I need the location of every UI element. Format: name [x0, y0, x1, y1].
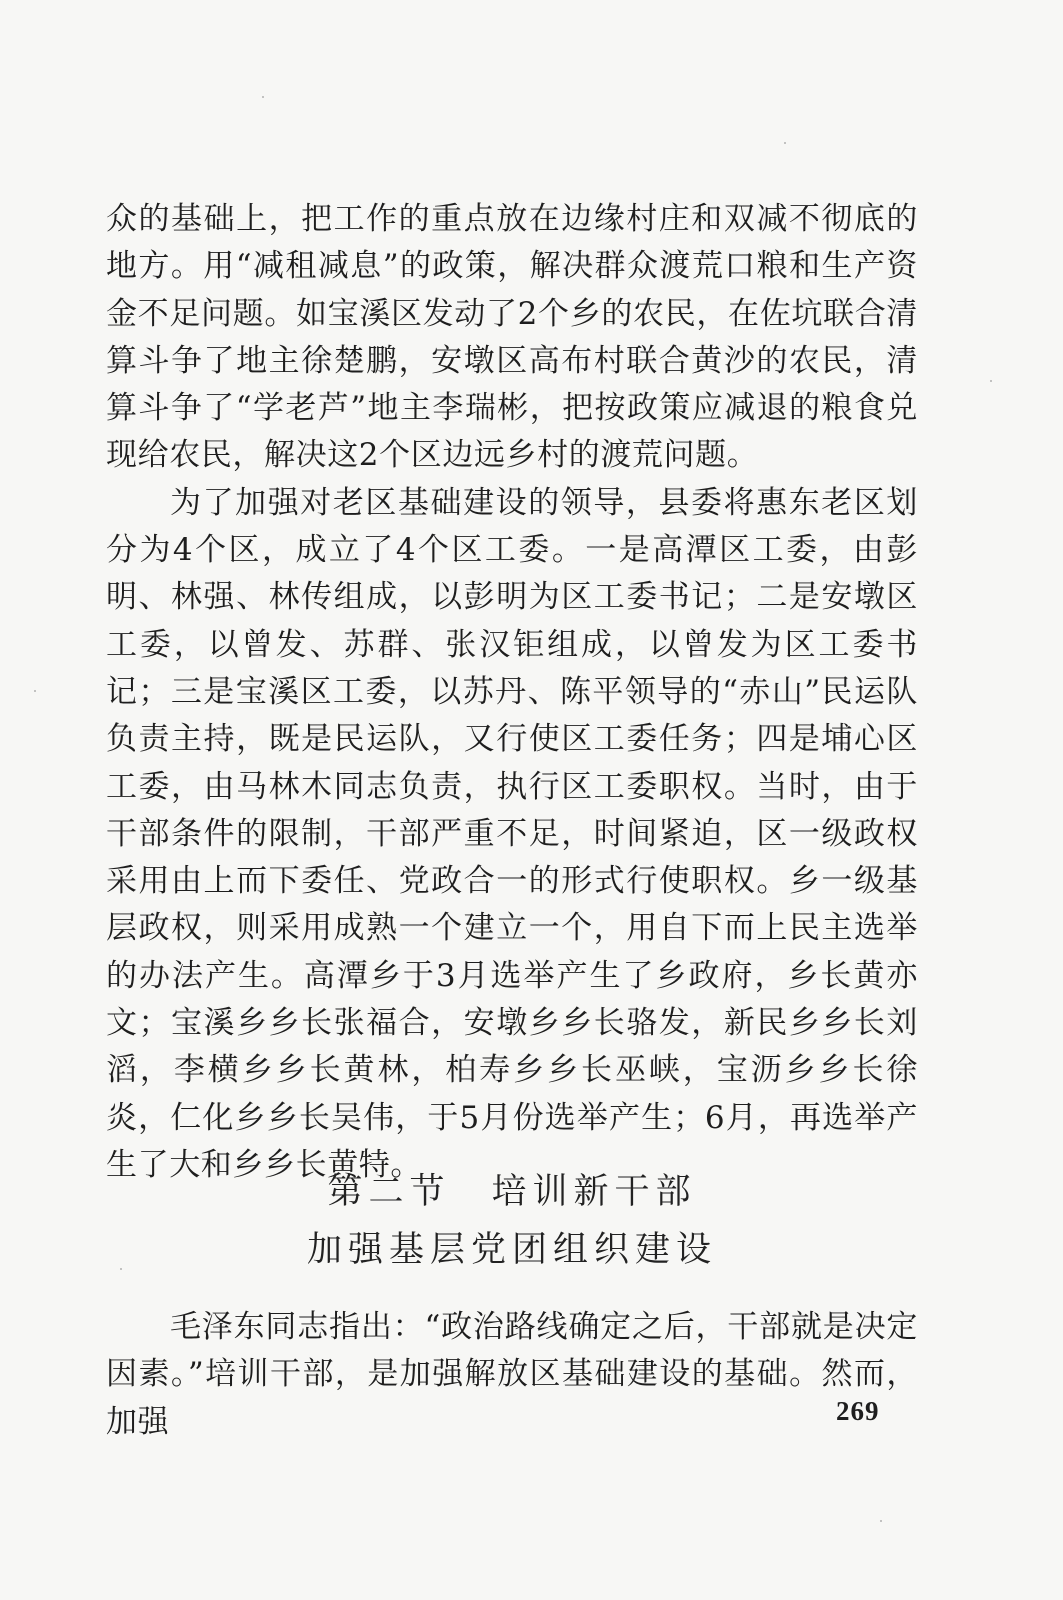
paragraph-continued: 众的基础上，把工作的重点放在边缘村庄和双减不彻底的地方。用“减租减息”的政策，解决群众渡荒口粮和生产资金不足问题。如宝溪区发动了2个乡的农民，在佐坑联合清算斗争了地主徐楚鹏，安墩区高布村联合黄沙的农民，清算斗争了“学老芦”地主李瑞彬，把按政策应减退的粮食兑现给农民，解决这2个区边远乡村的渡荒问题。	[106, 201, 918, 474]
scan-speck	[784, 142, 786, 144]
scan-speck	[34, 690, 36, 692]
scan-speck	[262, 96, 264, 98]
paragraph-cadre-training: 毛泽东同志指出：“政治路线确定之后，干部就是决定因素。”培训干部，是加强解放区基础建设的基础。然而，加强	[106, 1309, 918, 1440]
paragraph-district-committees: 为了加强对老区基础建设的领导，县委将惠东老区划分为4个区，成立了4个区工委。一是高潭区工委，由彭明、林强、林传组成，以彭明为区工委书记；二是安墩区工委，以曾发、苏群、张汉钜组成，以曾发为区工委书记；三是宝溪区工委，以苏丹、陈平领导的“赤山”民运队负责主持，既是民运队，又行使区工委任务；四是埔心区工委，由马林木同志负责，执行区工委职权。当时，由于干部条件的限制，干部严重不足，时间紧迫，区一级政权采用由上而下委任、党政合一的形式行使职权。乡一级基层政权，则采用成熟一个建立一个，用自下而上民主选举的办法产生。高潭乡于3月选举产生了乡政府，乡长黄亦文；宝溪乡乡长张福合，安墩乡乡长骆发，新民乡乡长刘滔，李横乡乡长黄林，柏寿乡乡长巫峡，宝沥乡乡长徐炎，仁化乡乡长吴伟，于5月份选举产生；6月，再选举产生了大和乡乡长黄特。	[106, 484, 918, 1183]
scan-speck	[990, 380, 992, 382]
scan-speck	[880, 1520, 882, 1522]
section-heading-line2: 加强基层党团组织建设	[306, 1230, 717, 1270]
page-number: 269	[836, 1396, 880, 1426]
body-text-lower	[106, 1304, 918, 1446]
section-heading-line1: 第二节 培训新干部	[327, 1172, 697, 1212]
scan-speck	[120, 1268, 122, 1270]
body-text-upper	[106, 196, 918, 1189]
